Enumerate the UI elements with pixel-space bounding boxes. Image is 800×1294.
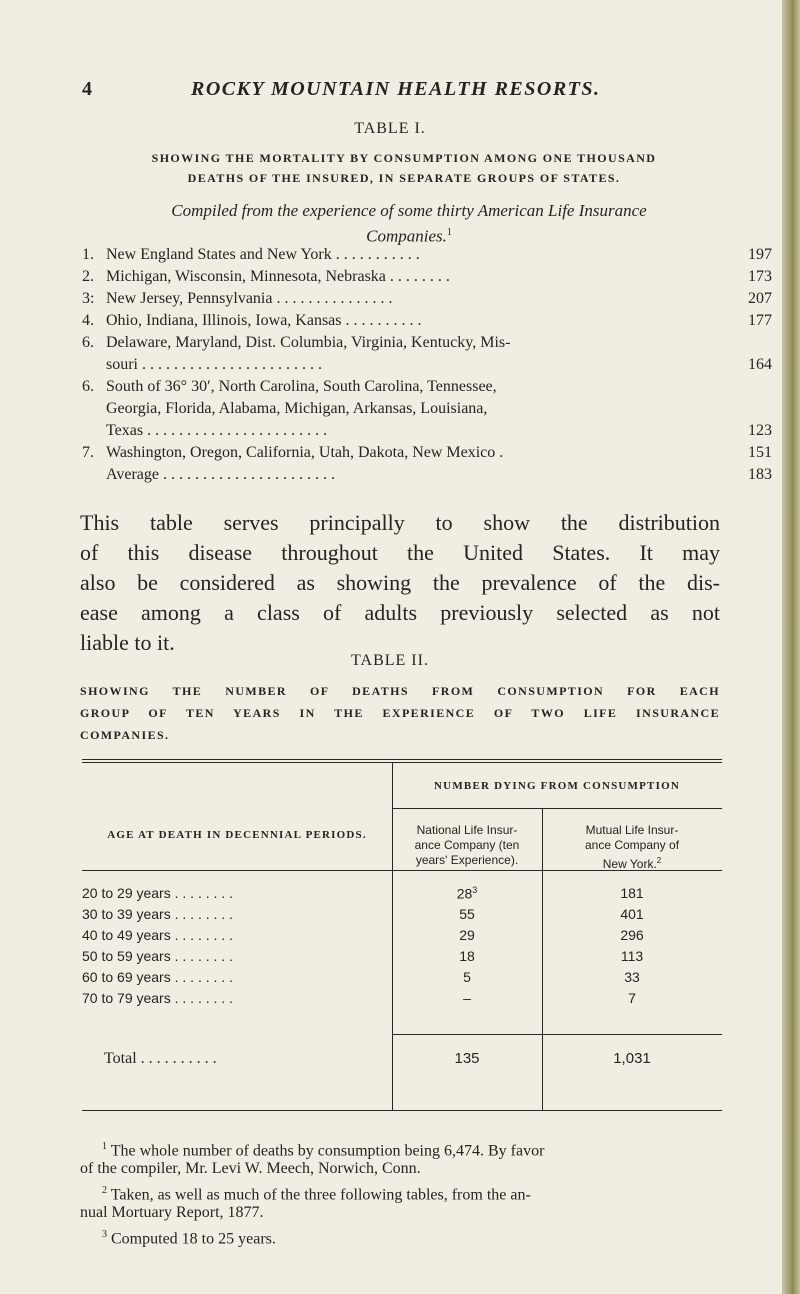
table2-top-rule-inner — [82, 762, 722, 763]
footnote-line: Taken, as well as much of the three following tables, from the an- — [110, 1186, 531, 1204]
body-paragraph — [80, 508, 720, 658]
footnote-line: Computed 18 to 25 years. — [111, 1230, 276, 1248]
age-cell: 50 to 59 years . . . . . . . . — [82, 948, 233, 964]
age-cell: 20 to 29 years . . . . . . . . — [82, 885, 233, 901]
entry-text: Ohio, Indiana, Illinois, Iowa, Kansas . . . . . . . . . . — [106, 312, 422, 329]
mutual-cell: 296 — [620, 927, 644, 943]
entry-number: 4. — [82, 312, 94, 329]
paragraph-line: This table serves principally to show the distribution — [80, 510, 720, 535]
table-row — [82, 885, 722, 906]
table2-subtitle-line: COMPANIES. — [80, 728, 170, 742]
table-row — [82, 927, 722, 948]
entry-text: souri . . . . . . . . . . . . . . . . . . . . . . . — [106, 356, 322, 373]
header-line: Mutual Life Insur- — [585, 823, 679, 837]
paragraph-line: also be considered as showing the prevalence of the dis- — [80, 570, 720, 595]
national-cell: 5 — [463, 969, 471, 985]
table-row-total — [82, 1050, 722, 1071]
age-cell: 30 to 39 years . . . . . . . . — [82, 906, 233, 922]
compiled-line: Companies. — [366, 226, 447, 246]
entry-value: 177 — [748, 312, 772, 329]
mutual-total: 1,031 — [613, 1050, 651, 1067]
footnote-ref: 1 — [446, 227, 452, 238]
entry-text: South of 36° 30′, North Carolina, South Carolina, Tennessee, — [106, 378, 497, 395]
header-line: years' Experience). — [415, 853, 519, 867]
entry-value: 183 — [748, 466, 772, 483]
table1-subtitle-line: DEATHS OF THE INSURED, IN SEPARATE GROUPS OF STATES. — [187, 171, 621, 185]
table1-title: TABLE I. — [354, 120, 426, 137]
footnote-mark: 1 — [102, 1141, 107, 1152]
entry-text: Washington, Oregon, California, Utah, Dakota, New Mexico . — [106, 444, 504, 461]
entry-value: 164 — [748, 356, 772, 373]
table-row — [82, 990, 722, 1011]
entry-value: 123 — [748, 422, 772, 439]
footnote — [80, 1136, 720, 1180]
footnote-ref: 2 — [656, 856, 662, 865]
national-cell: 29 — [459, 927, 475, 943]
paragraph-line: liable to it. — [80, 630, 175, 655]
table-row — [82, 969, 722, 990]
entry-text: Michigan, Wisconsin, Minnesota, Nebraska . . . . . . . . — [106, 268, 450, 285]
page-edge-shadow — [782, 0, 800, 1294]
entry-value: 151 — [748, 444, 772, 461]
mutual-cell: 401 — [620, 906, 644, 922]
header-line: New York. — [602, 857, 657, 871]
running-title: ROCKY MOUNTAIN HEALTH RESORTS. — [191, 78, 601, 100]
table2-subtitle-line: SHOWING THE NUMBER OF DEATHS FROM CONSUMPTION FOR EACH — [80, 684, 720, 698]
entry-text: Delaware, Maryland, Dist. Columbia, Virginia, Kentucky, Mis- — [106, 334, 511, 351]
paragraph-line: ease among a class of adults previously selected as not — [80, 600, 720, 625]
entry-text: Texas . . . . . . . . . . . . . . . . . . . . . . . — [106, 422, 328, 439]
table2-title: TABLE II. — [351, 652, 429, 669]
mutual-cell: 181 — [620, 885, 644, 901]
entry-value: 207 — [748, 290, 772, 307]
mutual-cell: 113 — [620, 948, 644, 964]
table2-col2-header — [542, 823, 722, 872]
entry-number: 7. — [82, 444, 94, 461]
footnote-line: of the compiler, Mr. Levi W. Meech, Norwich, Conn. — [80, 1160, 421, 1177]
national-cell — [392, 885, 542, 902]
table2-top-rule — [82, 759, 722, 760]
table1-subtitle-line: SHOWING THE MORTALITY BY CONSUMPTION AMONG ONE THOUSAND — [151, 151, 657, 165]
header-line: ance Company of — [584, 838, 680, 852]
entry-text: Average . . . . . . . . . . . . . . . . . . . . . . — [106, 466, 335, 483]
entry-number: 3: — [82, 290, 95, 307]
table2-total-rule — [392, 1034, 722, 1035]
entry-number: 6. — [82, 378, 94, 395]
mutual-cell: 7 — [628, 990, 636, 1006]
footnote-mark: 2 — [102, 1185, 107, 1196]
total-label: Total . . . . . . . . . . — [104, 1050, 217, 1067]
page-number: 4 — [82, 78, 94, 100]
entry-value: 173 — [748, 268, 772, 285]
entry-number: 6. — [82, 334, 94, 351]
national-total: 135 — [454, 1050, 480, 1067]
table2-group-header: NUMBER DYING FROM CONSUMPTION — [434, 780, 680, 792]
age-cell: 70 to 79 years . . . . . . . . — [82, 990, 233, 1006]
age-cell: 60 to 69 years . . . . . . . . — [82, 969, 233, 985]
table2-subtitle-line: GROUP OF TEN YEARS IN THE EXPERIENCE OF TWO LIFE INSURANCE — [80, 706, 720, 720]
table2-bottom-rule — [82, 1110, 722, 1111]
footnote-ref: 3 — [472, 885, 478, 895]
compiled-line: Compiled from the experience of some thirty American Life Insurance — [171, 201, 647, 220]
entry-text: Georgia, Florida, Alabama, Michigan, Arkansas, Louisiana, — [106, 400, 488, 417]
footnote-line: The whole number of deaths by consumption being 6,474. By favor — [110, 1142, 545, 1160]
national-cell: – — [463, 990, 471, 1006]
age-cell: 40 to 49 years . . . . . . . . — [82, 927, 233, 943]
national-cell: 18 — [459, 948, 475, 964]
footnote — [80, 1224, 720, 1246]
entry-number: 2. — [82, 268, 94, 285]
cell-value: 28 — [456, 885, 473, 902]
header-line: National Life Insur- — [416, 823, 518, 837]
national-cell: 55 — [459, 906, 475, 922]
entry-value: 197 — [748, 246, 772, 263]
table2-col1-header — [392, 823, 542, 868]
footnote — [80, 1180, 720, 1224]
entry-text: New Jersey, Pennsylvania . . . . . . . . . . . . . . . — [106, 290, 393, 307]
header-line: ance Company (ten — [414, 838, 520, 852]
table2-age-header: AGE AT DEATH IN DECENNIAL PERIODS. — [107, 829, 367, 841]
paragraph-line: of this disease throughout the United States. It may — [80, 540, 720, 565]
table1-compiled-note — [104, 200, 714, 248]
footnote-mark: 3 — [102, 1229, 107, 1240]
table2-group-rule — [392, 808, 722, 809]
footnote-line: nual Mortuary Report, 1877. — [80, 1204, 264, 1221]
table-row — [82, 906, 722, 927]
entry-number: 1. — [82, 246, 94, 263]
mutual-cell: 33 — [624, 969, 640, 985]
table-row — [82, 948, 722, 969]
entry-text: New England States and New York . . . . . . . . . . . — [106, 246, 420, 263]
